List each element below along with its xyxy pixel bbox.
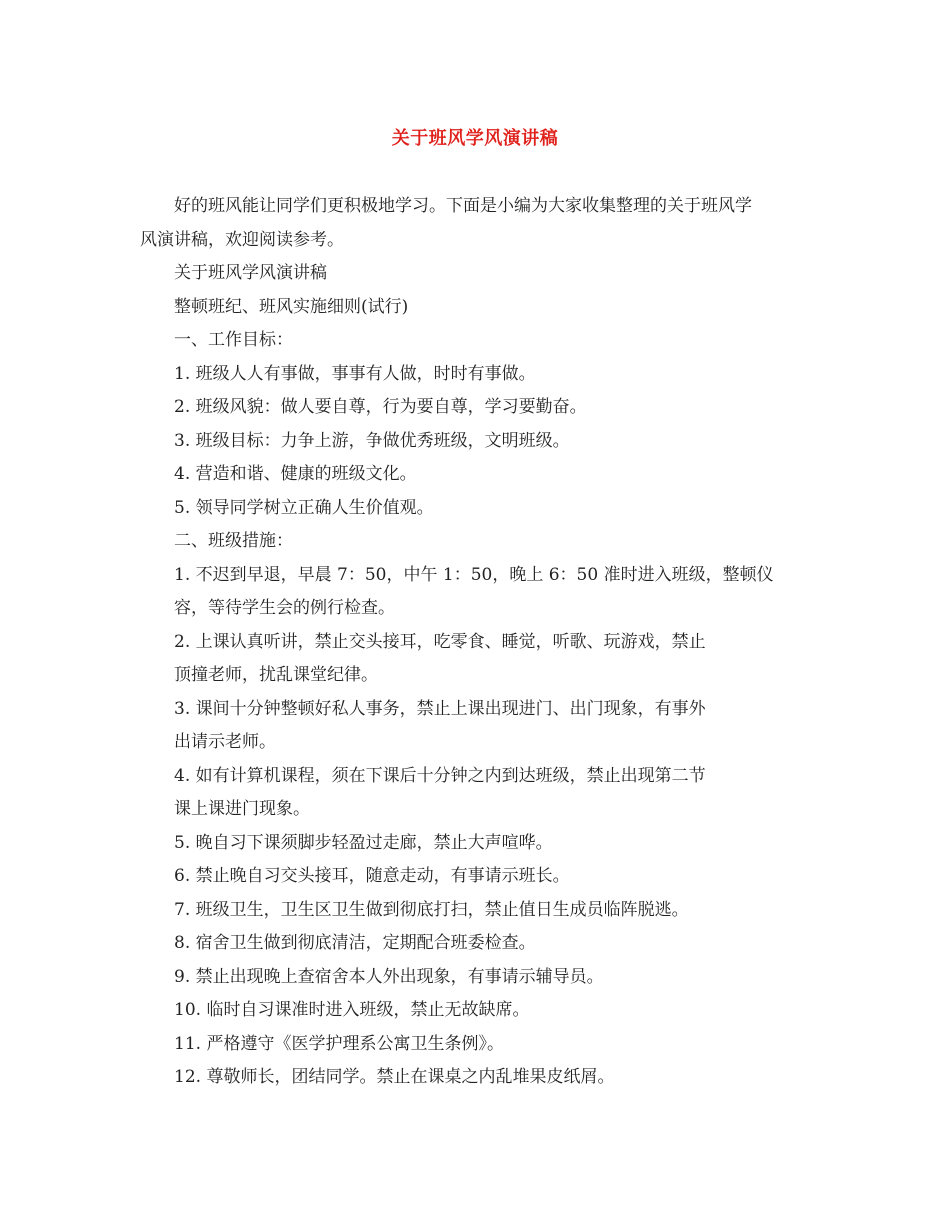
list-item: 4. 如有计算机课程，须在下课后十分钟之内到达班级，禁止出现第二节 <box>174 765 706 786</box>
list-item: 2. 班级风貌：做人要自尊，行为要自尊，学习要勤奋。 <box>174 397 587 417</box>
list-item: 8. 宿舍卫生做到彻底清洁，定期配合班委检查。 <box>174 933 536 953</box>
list-item: 6. 禁止晚自习交头接耳，随意走动，有事请示班长。 <box>174 866 570 886</box>
list-item: 9. 禁止出现晚上查宿舍本人外出现象，有事请示辅导员。 <box>174 966 604 987</box>
list-item: 11. 严格遵守《医学护理系公寓卫生条例》。 <box>174 1033 504 1054</box>
section-heading-measures: 二、班级措施： <box>174 531 293 551</box>
section-heading-goals: 一、工作目标： <box>174 330 293 350</box>
list-item-continuation: 出请示老师。 <box>174 732 276 752</box>
rules-title: 整顿班纪、班风实施细则(试行) <box>174 296 409 317</box>
document-body <box>140 190 820 1095</box>
list-item: 4. 营造和谐、健康的班级文化。 <box>174 464 417 484</box>
goals-list <box>140 358 820 526</box>
list-item-continuation: 顶撞老师，扰乱课堂纪律。 <box>174 665 378 685</box>
intro-paragraph-line: 风演讲稿，欢迎阅读参考。 <box>140 229 344 250</box>
list-item: 2. 上课认真听讲，禁止交头接耳，吃零食、睡觉，听歌、玩游戏，禁止 <box>174 631 706 652</box>
measures-list <box>140 559 820 1095</box>
list-item: 5. 晚自习下课须脚步轻盈过走廊，禁止大声喧哗。 <box>174 832 553 853</box>
list-item-continuation: 容，等待学生会的例行检查。 <box>174 598 395 618</box>
list-item: 1. 不迟到早退，早晨 7：50，中午 1：50，晚上 6：50 准时进入班级，整顿仪 <box>174 564 774 585</box>
intro-paragraph-line: 好的班风能让同学们更积极地学习。下面是小编为大家收集整理的关于班风学 <box>174 196 752 216</box>
list-item: 3. 课间十分钟整顿好私人事务，禁止上课出现进门、出门现象，有事外 <box>174 698 706 719</box>
list-item-continuation: 课上课进门现象。 <box>174 799 310 819</box>
list-item: 3. 班级目标：力争上游，争做优秀班级，文明班级。 <box>174 430 570 451</box>
list-item: 5. 领导同学树立正确人生价值观。 <box>174 497 434 518</box>
list-item: 12. 尊敬师长，团结同学。禁止在课桌之内乱堆果皮纸屑。 <box>174 1067 615 1087</box>
subtitle: 关于班风学风演讲稿 <box>174 263 327 283</box>
list-item: 1. 班级人人有事做，事事有人做，时时有事做。 <box>174 363 536 384</box>
list-item: 7. 班级卫生，卫生区卫生做到彻底打扫，禁止值日生成员临阵脱逃。 <box>174 899 689 920</box>
list-item: 10. 临时自习课准时进入班级，禁止无故缺席。 <box>174 1000 530 1020</box>
document-title: 关于班风学风演讲稿 <box>391 128 559 149</box>
